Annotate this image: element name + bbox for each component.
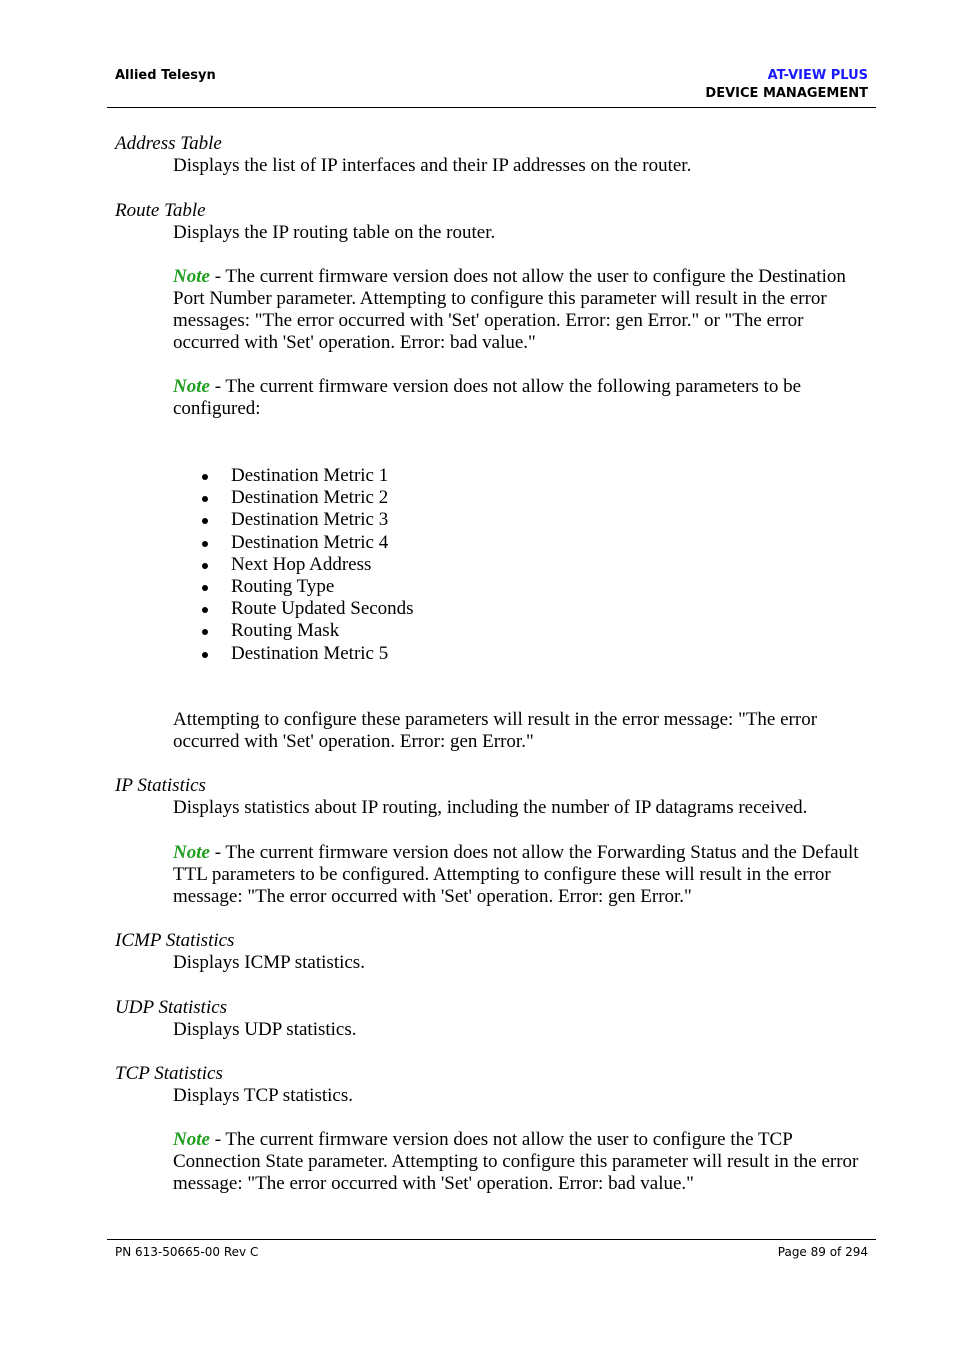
ip-statistics-heading: IP Statistics [115, 775, 206, 796]
list-item: Destination Metric 2 [173, 487, 414, 509]
header-product: AT-VIEW PLUS [767, 68, 868, 83]
bullet-icon [202, 652, 208, 658]
list-item: Next Hop Address [173, 554, 414, 576]
list-item: Destination Metric 1 [173, 465, 414, 487]
address-table-body: Displays the list of IP interfaces and their IP addresses on the router. [173, 155, 692, 176]
note-text: - The current firmware version does not allow the Forwarding Status and the Default TTL parameters to be configured. Attempting to configure these will result in the error message: "The error occurred with 'Set' operation. Error: gen Error." [173, 842, 859, 907]
footer-page-number: Page 89 of 294 [777, 1245, 868, 1259]
udp-statistics-body: Displays UDP statistics. [173, 1019, 357, 1040]
unconfigurable-parameters-list [173, 465, 414, 665]
ip-statistics-body: Displays statistics about IP routing, including the number of IP datagrams received. [173, 797, 808, 818]
bullet-icon [202, 474, 208, 480]
list-item: Destination Metric 5 [173, 643, 414, 665]
note-label: Note [173, 842, 210, 863]
bullet-icon [202, 607, 208, 613]
list-item: Route Updated Seconds [173, 598, 414, 620]
udp-statistics-heading: UDP Statistics [115, 997, 228, 1018]
note-label: Note [173, 376, 210, 397]
footer-divider [107, 1239, 876, 1240]
tcp-statistics-body: Displays TCP statistics. [173, 1085, 353, 1106]
note-text: - The current firmware version does not allow the user to configure the TCP Connection State parameter. Attempting to configure this parameter will result in the error message: "The error occurred with 'Set' operation. Error: bad value." [173, 1129, 859, 1194]
route-table-heading: Route Table [115, 200, 206, 221]
list-item: Destination Metric 3 [173, 509, 414, 531]
note-text: - The current firmware version does not allow the user to configure the Destination Port Number parameter. Attempting to configure this parameter will result in the error messages: "The error occurred with 'Set' operation. Error: gen Error." or "The error occurred with 'Set' operation. Error: bad value." [173, 266, 846, 353]
icmp-statistics-body: Displays ICMP statistics. [173, 952, 365, 973]
note-text: - The current firmware version does not allow the following parameters to be configured: [173, 376, 802, 419]
ip-statistics-note [173, 842, 873, 908]
route-table-note-2 [173, 376, 873, 420]
bullet-icon [202, 518, 208, 524]
header-divider [107, 107, 876, 108]
icmp-statistics-heading: ICMP Statistics [115, 930, 235, 951]
list-item: Routing Type [173, 576, 414, 598]
route-table-after-list: Attempting to configure these parameters will result in the error message: "The error occurred with 'Set' operation. Error: gen Error." [173, 709, 818, 752]
bullet-icon [202, 541, 208, 547]
bullet-icon [202, 563, 208, 569]
tcp-statistics-note [173, 1129, 873, 1195]
note-label: Note [173, 266, 210, 287]
footer-part-number: PN 613-50665-00 Rev C [115, 1245, 259, 1259]
header-title-block [705, 67, 868, 103]
route-table-note-1 [173, 266, 873, 354]
header-section: DEVICE MANAGEMENT [705, 86, 868, 101]
note-label: Note [173, 1129, 210, 1150]
list-item: Routing Mask [173, 620, 414, 642]
bullet-icon [202, 496, 208, 502]
address-table-heading: Address Table [115, 133, 222, 154]
tcp-statistics-heading: TCP Statistics [115, 1063, 223, 1084]
bullet-icon [202, 629, 208, 635]
header-company: Allied Telesyn [115, 68, 216, 83]
bullet-icon [202, 585, 208, 591]
route-table-body: Displays the IP routing table on the router. [173, 222, 496, 243]
list-item: Destination Metric 4 [173, 532, 414, 554]
